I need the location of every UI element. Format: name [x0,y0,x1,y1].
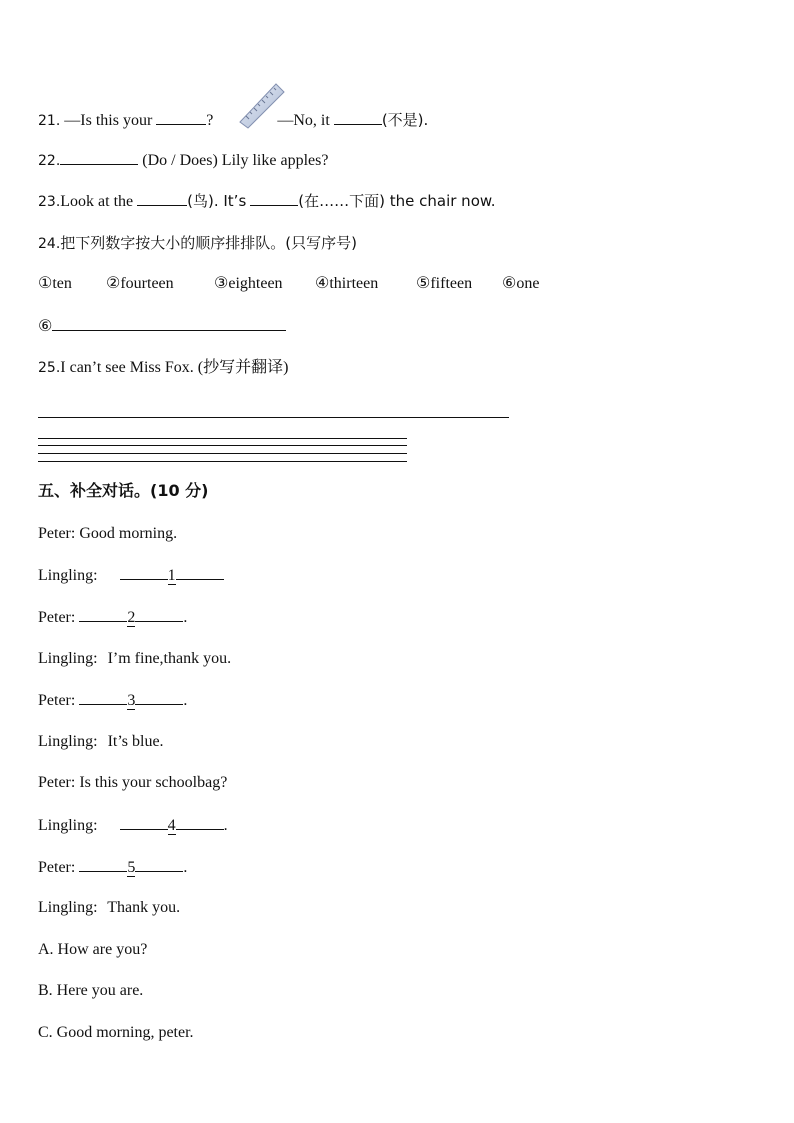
option-item: ⑥one [502,275,540,292]
dialogue-text: Thank you. [107,899,181,916]
blank-number: 2 [127,609,136,626]
speaker: Lingling: [38,650,98,667]
dialogue-line: Peter: 2 . [38,609,188,626]
dialogue-line [38,649,231,669]
dialogue-blank[interactable] [79,690,183,711]
question-21 [38,110,428,131]
hint-text: (鸟). It’s [187,192,247,210]
answer-blank[interactable] [156,110,206,125]
answer-blank[interactable] [334,110,382,125]
answer-blank[interactable] [250,191,298,206]
question-text: —Is this your [64,112,153,129]
option-item: ②fourteen [106,275,174,292]
question-25 [38,358,288,378]
question-mark: ? [206,112,214,129]
answer-line-24 [38,316,286,337]
question-number: 22. [38,153,61,169]
question-24 [38,233,357,254]
option-item: ①ten [38,275,72,292]
question-text: Look at the [60,193,134,210]
speaker: Peter: [38,692,76,709]
blank-number: 4 [167,817,176,834]
dialogue-blank[interactable] [79,607,183,628]
dialogue-line [38,898,180,918]
dialogue-blank[interactable] [120,815,224,836]
question-number: 23. [38,194,61,210]
dialogue-line [38,773,227,793]
choice-option: B. Here you are. [38,982,144,999]
blank-number: 5 [127,859,136,876]
question-text: (Do / Does) Lily like apples? [142,152,329,169]
translation-line[interactable] [38,417,509,418]
dialogue-line: Lingling: 4 . [38,817,228,834]
option-item: ⑤fifteen [416,275,473,292]
option-item: ③eighteen [214,275,283,292]
question-text: I can’t see Miss Fox. (抄写并翻译) [60,359,289,376]
dialogue-line: Peter: 5 . [38,859,188,876]
answer-blank[interactable] [60,150,138,165]
dialogue-line [38,732,164,752]
question-number: 21. [38,113,61,129]
writing-line[interactable] [38,445,407,446]
speaker: Peter: [38,525,76,542]
option-item: ④thirteen [315,275,379,292]
speaker: Lingling: [38,733,98,750]
question-text: —No, it [277,112,330,129]
number-options [38,274,539,294]
writing-line[interactable] [38,461,407,462]
answer-blank[interactable] [137,191,187,206]
choice-option: A. How are you? [38,941,148,958]
dialogue-line [38,565,224,586]
answer-blank[interactable] [52,316,286,331]
dialogue-line [38,524,177,544]
dialogue-blank[interactable] [79,857,183,878]
dialogue-text: I’m fine,thank you. [107,650,232,667]
dialogue-blank[interactable] [120,565,224,586]
ruler-icon [238,82,286,130]
section-title [38,481,208,502]
dialogue-text: It’s blue. [107,733,164,750]
dialogue-text: Is this your schoolbag? [79,774,228,791]
speaker: Peter: [38,859,76,876]
question-text: 把下列数字按大小的顺序排排队。(只写序号) [60,234,357,252]
speaker: Lingling: [38,817,98,834]
question-22 [38,150,328,171]
writing-line[interactable] [38,453,407,454]
answer-marker: ⑥ [38,316,53,335]
hint-text: (在……下面) the chair now. [298,192,496,210]
dialogue-text: Good morning. [79,525,178,542]
speaker: Peter: [38,774,76,791]
hint-text: (不是). [381,111,429,129]
speaker: Lingling: [38,899,98,916]
speaker: Peter: [38,609,76,626]
speaker: Lingling: [38,567,98,584]
question-number: 25. [38,360,61,376]
question-23 [38,191,496,212]
blank-number: 1 [167,567,176,584]
question-number: 24. [38,236,61,252]
writing-line[interactable] [38,438,407,439]
section-heading: 五、补全对话。(10 分) [38,481,209,500]
choice-option: C. Good morning, peter. [38,1024,194,1041]
blank-number: 3 [127,692,136,709]
dialogue-line: Peter: 3 . [38,692,188,709]
